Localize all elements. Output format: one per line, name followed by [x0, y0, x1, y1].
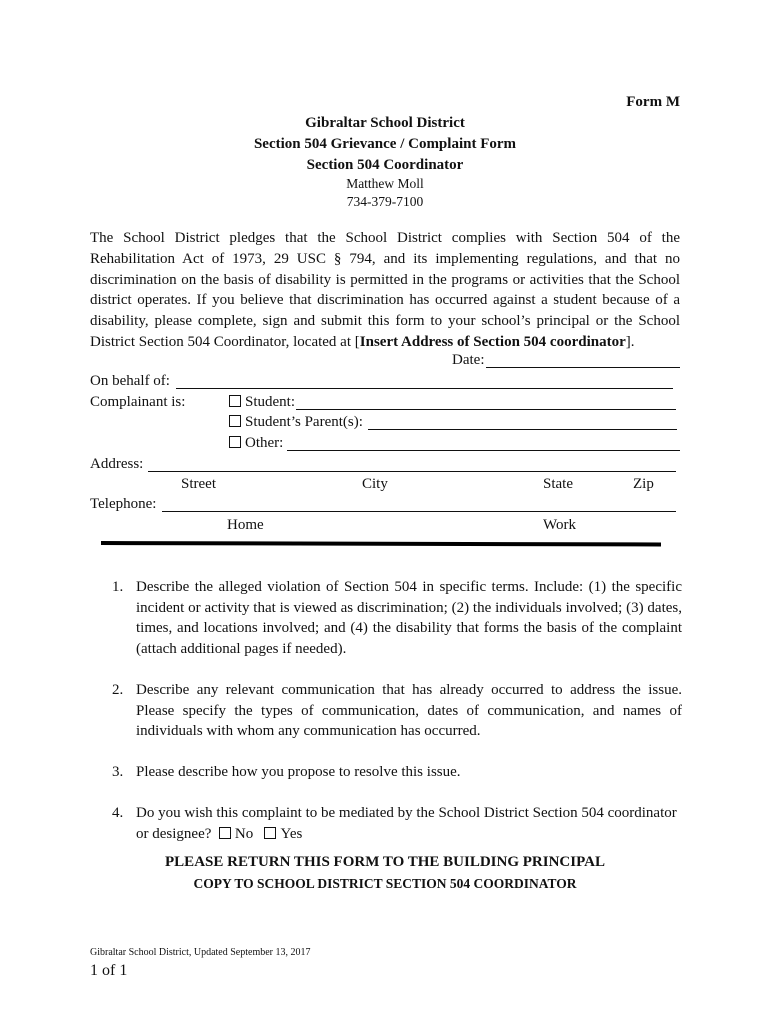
question-3-number: 3. — [112, 764, 124, 780]
parent-option-label: Student’s Parent(s): — [245, 414, 363, 430]
date-label: Date: — [452, 352, 485, 368]
question-3-text: Please describe how you propose to resolve this issue. — [136, 764, 461, 780]
mediation-no-label: No — [234, 825, 254, 842]
on-behalf-label: On behalf of: — [90, 373, 170, 389]
parent-option[interactable] — [229, 414, 363, 431]
coordinator-name: Matthew Moll — [346, 176, 424, 191]
return-notice: PLEASE RETURN THIS FORM TO THE BUILDING PRINCIPAL — [165, 854, 605, 870]
question-1-text: Describe the alleged violation of Section 504 in specific terms. Include: (1) the specific incident or activity that is viewed as discrimination; (2) the individuals involved; (3) dates, times, and locations involved; and (4) the disability that forms the basis of the complaint (attach additional pages if needed). — [136, 579, 682, 657]
coordinator-heading: Section 504 Coordinator — [306, 157, 464, 173]
zip-label: Zip — [633, 476, 654, 492]
parent-field[interactable] — [368, 429, 677, 430]
address-insert-placeholder: Insert Address of Section 504 coordinator — [359, 333, 626, 350]
form-title: Section 504 Grievance / Complaint Form — [253, 136, 517, 152]
mediation-yes-label: Yes — [280, 825, 303, 842]
other-option-label: Other: — [245, 435, 284, 451]
student-option[interactable] — [229, 394, 295, 411]
telephone-field[interactable] — [162, 511, 676, 512]
form-label: Form M — [626, 94, 680, 110]
complainant-label: Complainant is: — [90, 394, 186, 410]
other-field[interactable] — [287, 450, 680, 451]
other-option[interactable] — [229, 435, 283, 452]
question-4 — [112, 803, 682, 844]
coordinator-phone: 734-379-7100 — [346, 194, 424, 209]
question-3 — [112, 762, 682, 783]
address-label: Address: — [90, 456, 144, 472]
parent-checkbox[interactable] — [229, 415, 241, 427]
state-label: State — [543, 476, 573, 492]
district-name: Gibraltar School District — [305, 115, 465, 131]
date-field[interactable] — [486, 367, 680, 368]
question-4-text: Do you wish this complaint to be mediated by the School District Section 504 coordinator or designee? — [136, 805, 677, 842]
question-2-text: Describe any relevant communication that has already occurred to address the issue. Please specify the types of communication, dates of communication, and names of individuals with whom any communication has occurred. — [136, 682, 682, 740]
question-2-number: 2. — [112, 682, 124, 698]
student-option-label: Student: — [245, 394, 296, 410]
student-checkbox[interactable] — [229, 395, 241, 407]
intro-text: The School District pledges that the School District complies with Section 504 of the Rehabilitation Act of 1973, 29 USC § 794, and its implementing regulations, and that no discrimination on the basis of disability is permitted in the programs or activities that the School district operates. If you believe that discrimination has occurred against a student because of a disability, please complete, sign and submit this form to your school’s principal or the School District Section 504 Coordinator, located at [ — [90, 230, 680, 350]
question-1-number: 1. — [112, 579, 124, 595]
section-divider — [101, 541, 661, 546]
question-4-number: 4. — [112, 805, 124, 821]
city-label: City — [362, 476, 388, 492]
address-field[interactable] — [148, 471, 676, 472]
mediation-no-checkbox[interactable] — [219, 827, 231, 839]
question-1 — [112, 577, 682, 659]
work-label: Work — [543, 517, 576, 533]
mediation-yes-checkbox[interactable] — [264, 827, 276, 839]
telephone-label: Telephone: — [90, 496, 157, 512]
other-checkbox[interactable] — [229, 436, 241, 448]
intro-text-end: ]. — [625, 333, 635, 350]
intro-paragraph — [90, 228, 680, 353]
student-field[interactable] — [296, 409, 676, 410]
street-label: Street — [181, 476, 216, 492]
home-label: Home — [227, 517, 264, 533]
question-2 — [112, 680, 682, 742]
copy-notice: COPY TO SCHOOL DISTRICT SECTION 504 COORDINATOR — [193, 876, 577, 891]
page-number: 1 of 1 — [90, 962, 128, 979]
question-4-body — [136, 803, 682, 844]
on-behalf-field[interactable] — [176, 388, 673, 389]
updated-note: Gibraltar School District, Updated September 13, 2017 — [90, 947, 311, 958]
